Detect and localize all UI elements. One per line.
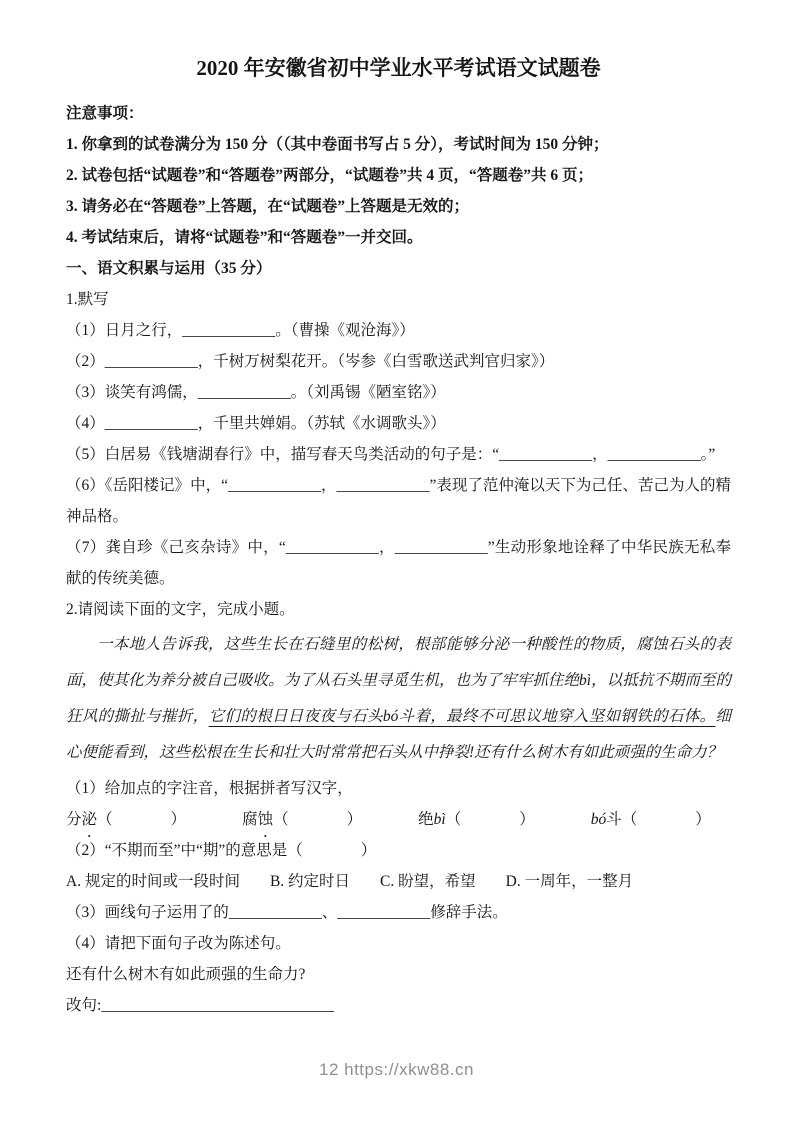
option-b: B. 约定时日 bbox=[269, 873, 351, 890]
paren-close: ） bbox=[170, 811, 187, 828]
pinyin-terms-row bbox=[66, 804, 731, 835]
q2-sub2-label bbox=[66, 835, 731, 866]
q1-label: 1.默写 bbox=[66, 291, 109, 308]
paren-open: （ bbox=[287, 842, 303, 859]
q2-sub3-label: （3）画线句子运用了的____________、____________修辞手法。 bbox=[66, 904, 508, 921]
passage-text-after: 细心便能看到，这些松根在生长和壮大时常常把石头从中挣裂!还有什么树木有如此顽强的生命力？ bbox=[66, 708, 731, 761]
dotted-character: 泌 bbox=[81, 811, 98, 828]
paren-open: （ bbox=[97, 811, 113, 828]
dictation-item-2: （2）____________，千树万树梨花开。（岑参《白雪歌送武判官归家》） bbox=[66, 353, 555, 370]
dictation-item-5: （5）白居易《钱塘湖春行》中，描写春天鸟类活动的句子是：“____________，____________。” bbox=[66, 446, 716, 463]
dictation-item-1: （1）日月之行，____________。（曹操《观沧海》） bbox=[66, 322, 415, 339]
dotted-character: 蚀 bbox=[257, 811, 274, 828]
reading-passage bbox=[66, 627, 731, 771]
page-title: 2020 年安徽省初中学业水平考试语文试题卷 bbox=[196, 56, 601, 80]
pinyin-term-fenmi bbox=[66, 804, 186, 835]
option-a: A. 规定的时间或一段时间 bbox=[66, 873, 240, 890]
rewrite-source-sentence: 还有什么树木有如此顽强的生命力? bbox=[66, 966, 306, 983]
pinyin-text: bó bbox=[590, 811, 607, 828]
rewrite-answer-prefix: 改句: bbox=[66, 997, 102, 1014]
paren-close: ） bbox=[695, 811, 711, 828]
notice-section bbox=[66, 98, 731, 253]
option-c: C. 盼望，希望 bbox=[380, 873, 476, 890]
pinyin-term-fushi bbox=[242, 804, 362, 835]
sub2-label-text: （2）“不期而至”中“期”的意思是 bbox=[66, 842, 288, 859]
term-text: 斗 bbox=[606, 811, 622, 828]
dictation-item-7: （7）龚自珍《己亥杂诗》中，“____________，____________”生动形象地诠释了中华民族无私奉献的传统美德。 bbox=[66, 539, 731, 587]
dictation-item-4: （4）____________，千里共婵娟。（苏轼《水调歌头》） bbox=[66, 415, 446, 432]
term-text: 绝 bbox=[418, 811, 434, 828]
notice-item-3: 3. 请务必在“答题卷”上答题，在“试题卷”上答题是无效的； bbox=[66, 198, 470, 215]
option-d: D. 一周年，一整月 bbox=[505, 873, 634, 890]
paren-open: （ bbox=[273, 811, 289, 828]
paren-close: ） bbox=[360, 842, 377, 859]
q2-sub1-label: （1）给加点的字注音，根据拼者写汉字， bbox=[66, 780, 353, 797]
question-2-reading bbox=[66, 594, 731, 1021]
term-text: 分 bbox=[66, 811, 82, 828]
notice-item-2: 2. 试卷包括“试题卷”和“答题卷”两部分，“试题卷”共 4 页，“答题卷”共 6 页； bbox=[66, 167, 594, 184]
pinyin-text: bì bbox=[433, 811, 446, 828]
rewrite-answer-blank: ______________________________ bbox=[101, 997, 334, 1014]
q2-sub4-label: （4）请把下面句子改为陈述句。 bbox=[66, 935, 291, 952]
term-text: 腐 bbox=[242, 811, 258, 828]
rewrite-answer-line bbox=[66, 990, 731, 1021]
notice-heading: 注意事项： bbox=[66, 105, 144, 122]
multiple-choice-options bbox=[66, 866, 731, 897]
pinyin-term-bodou bbox=[591, 804, 711, 835]
question-1-dictation bbox=[66, 284, 731, 594]
notice-item-4: 4. 考试结束后，请将“试题卷”和“答题卷”一并交回。 bbox=[66, 229, 423, 246]
paren-close: ） bbox=[519, 811, 535, 828]
dictation-item-6: （6）《岳阳楼记》中，“____________，____________”表现了范仲淹以天下为己任、苦己为人的精神品格。 bbox=[66, 477, 731, 525]
passage-text-before: 一本地人告诉我，这些生长在石缝里的松树，根部能够分泌一种酸性的物质，腐蚀石头的表面，使其化为养分被自己吸收。为了从石头里寻觅生机，也为了牢牢抓住绝bì，以抵抗不期而至的狂风的撕扯与摧折， bbox=[66, 636, 731, 725]
paren-close: ） bbox=[346, 811, 363, 828]
paren-open: （ bbox=[445, 811, 462, 828]
passage-underlined-sentence: 它们的根日日夜夜与石头bó斗着，最终不可思议地穿入坚如钢铁的石体。 bbox=[208, 708, 716, 725]
dictation-item-3: （3）谈笑有鸿儒，____________。（刘禹锡《陋室铭》） bbox=[66, 384, 446, 401]
page-footer: 12 https://xkw88.cn bbox=[318, 1060, 475, 1079]
notice-item-1: 1. 你拿到的试卷满分为 150 分（（其中卷面书写占 5 分），考试时间为 150 分钟； bbox=[66, 136, 609, 153]
paren-open: （ bbox=[621, 811, 638, 828]
pinyin-term-juebi bbox=[418, 804, 535, 835]
q2-label: 2.请阅读下面的文字，完成小题。 bbox=[66, 601, 295, 618]
section-heading: 一、语文积累与运用（35 分） bbox=[66, 260, 272, 277]
